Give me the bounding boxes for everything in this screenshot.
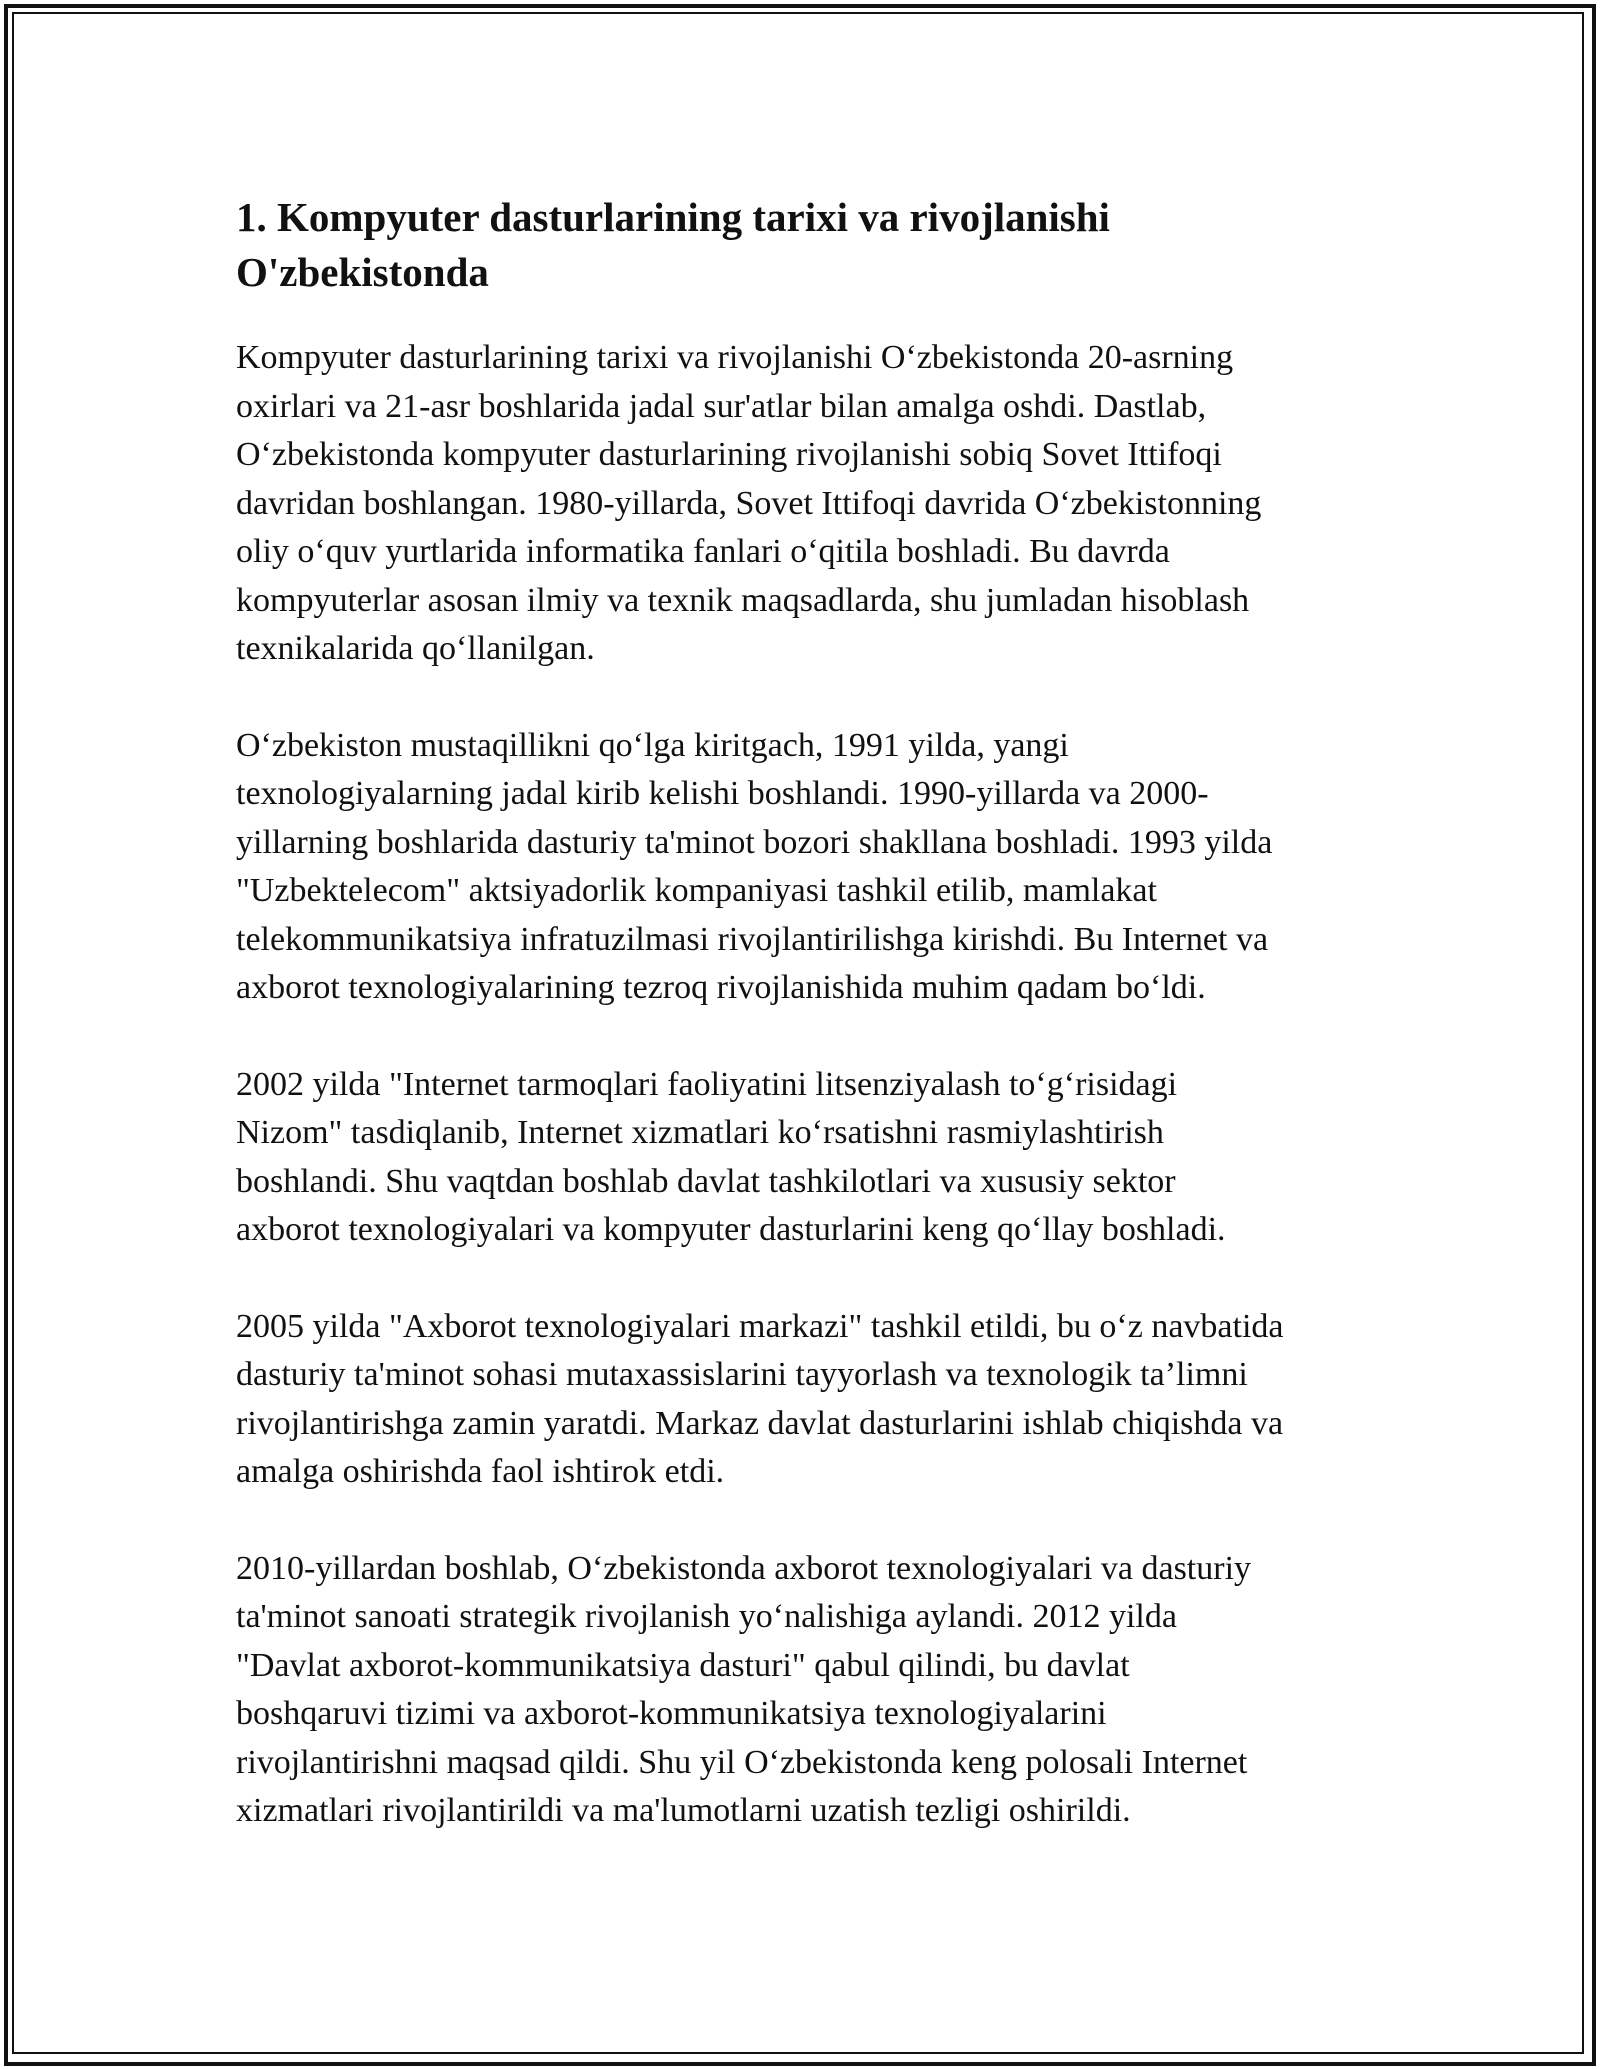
text-line: "Davlat axborot-kommunikatsiya dasturi" qabul qilindi, bu davlat	[236, 1646, 1130, 1684]
text-line: yillarning boshlarida dasturiy ta'minot bozori shakllana boshladi. 1993 yilda	[236, 823, 1273, 861]
text-line: telekommunikatsiya infratuzilmasi rivojlantirilishga kirishdi. Bu Internet va	[236, 920, 1269, 958]
paragraph-5	[236, 1545, 1376, 1836]
title-line-1: 1. Kompyuter dasturlarining tarixi va rivojlanishi	[236, 194, 1110, 240]
paragraph-3	[236, 1061, 1376, 1255]
text-line: 2005 yilda "Axborot texnologiyalari markazi" tashkil etildi, bu oʻz navbatida	[236, 1307, 1284, 1345]
text-line: boshqaruvi tizimi va axborot-kommunikatsiya texnologiyalarini	[236, 1695, 1107, 1732]
text-line: axborot texnologiyalari va kompyuter dasturlarini keng qoʻllay boshladi.	[236, 1211, 1226, 1248]
text-line: "Uzbektelecom" aktsiyadorlik kompaniyasi tashkil etilib, mamlakat	[236, 872, 1157, 909]
text-line: ta'minot sanoati strategik rivojlanish yoʻnalishiga aylandi. 2012 yilda	[236, 1598, 1177, 1635]
text-line: rivojlantirishni maqsad qildi. Shu yil Oʻzbekistonda keng polosali Internet	[236, 1743, 1248, 1781]
text-line: texnikalarida qoʻllanilgan.	[236, 630, 595, 667]
text-line: rivojlantirishga zamin yaratdi. Markaz davlat dasturlarini ishlab chiqishda va	[236, 1404, 1284, 1442]
text-line: texnologiyalarning jadal kirib kelishi boshlandi. 1990-yillarda va 2000-	[236, 775, 1209, 812]
title-line-2: O'zbekistonda	[236, 249, 489, 295]
text-line: boshlandi. Shu vaqtdan boshlab davlat tashkilotlari va xususiy sektor	[236, 1162, 1176, 1200]
paragraph-2	[236, 722, 1376, 1013]
paragraph-1	[236, 334, 1376, 674]
text-line: 2002 yilda "Internet tarmoqlari faoliyatini litsenziyalash toʻgʻrisidagi	[236, 1065, 1178, 1103]
text-line: Oʻzbekistonda kompyuter dasturlarining rivojlanishi sobiq Sovet Ittifoqi	[236, 436, 1222, 473]
text-line: oliy oʻquv yurtlarida informatika fanlari oʻqitila boshladi. Bu davrda	[236, 533, 1170, 570]
text-line: oxirlari va 21-asr boshlarida jadal sur'atlar bilan amalga oshdi. Dastlab,	[236, 387, 1207, 425]
text-line: Oʻzbekiston mustaqillikni qoʻlga kiritgach, 1991 yilda, yangi	[236, 726, 1069, 764]
text-line: dasturiy ta'minot sohasi mutaxassislarini tayyorlash va texnologik ta’limni	[236, 1356, 1248, 1393]
text-line: amalga oshirishda faol ishtirok etdi.	[236, 1453, 725, 1490]
text-line: Kompyuter dasturlarining tarixi va rivojlanishi Oʻzbekistonda 20-asrning	[236, 339, 1234, 376]
paragraph-4	[236, 1303, 1376, 1497]
text-line: xizmatlari rivojlantirildi va ma'lumotlarni uzatish tezligi oshirildi.	[236, 1792, 1131, 1829]
text-line: Nizom" tasdiqlanib, Internet xizmatlari koʻrsatishni rasmiylashtirish	[236, 1114, 1164, 1151]
text-line: kompyuterlar asosan ilmiy va texnik maqsadlarda, shu jumladan hisoblash	[236, 581, 1250, 619]
text-line: axborot texnologiyalarining tezroq rivojlanishida muhim qadam boʻldi.	[236, 969, 1206, 1006]
text-line: davridan boshlangan. 1980-yillarda, Sovet Ittifoqi davrida Oʻzbekistonning	[236, 484, 1262, 522]
document-title	[236, 190, 1376, 300]
document-body	[236, 190, 1376, 1884]
text-line: 2010-yillardan boshlab, Oʻzbekistonda axborot texnologiyalari va dasturiy	[236, 1549, 1252, 1587]
